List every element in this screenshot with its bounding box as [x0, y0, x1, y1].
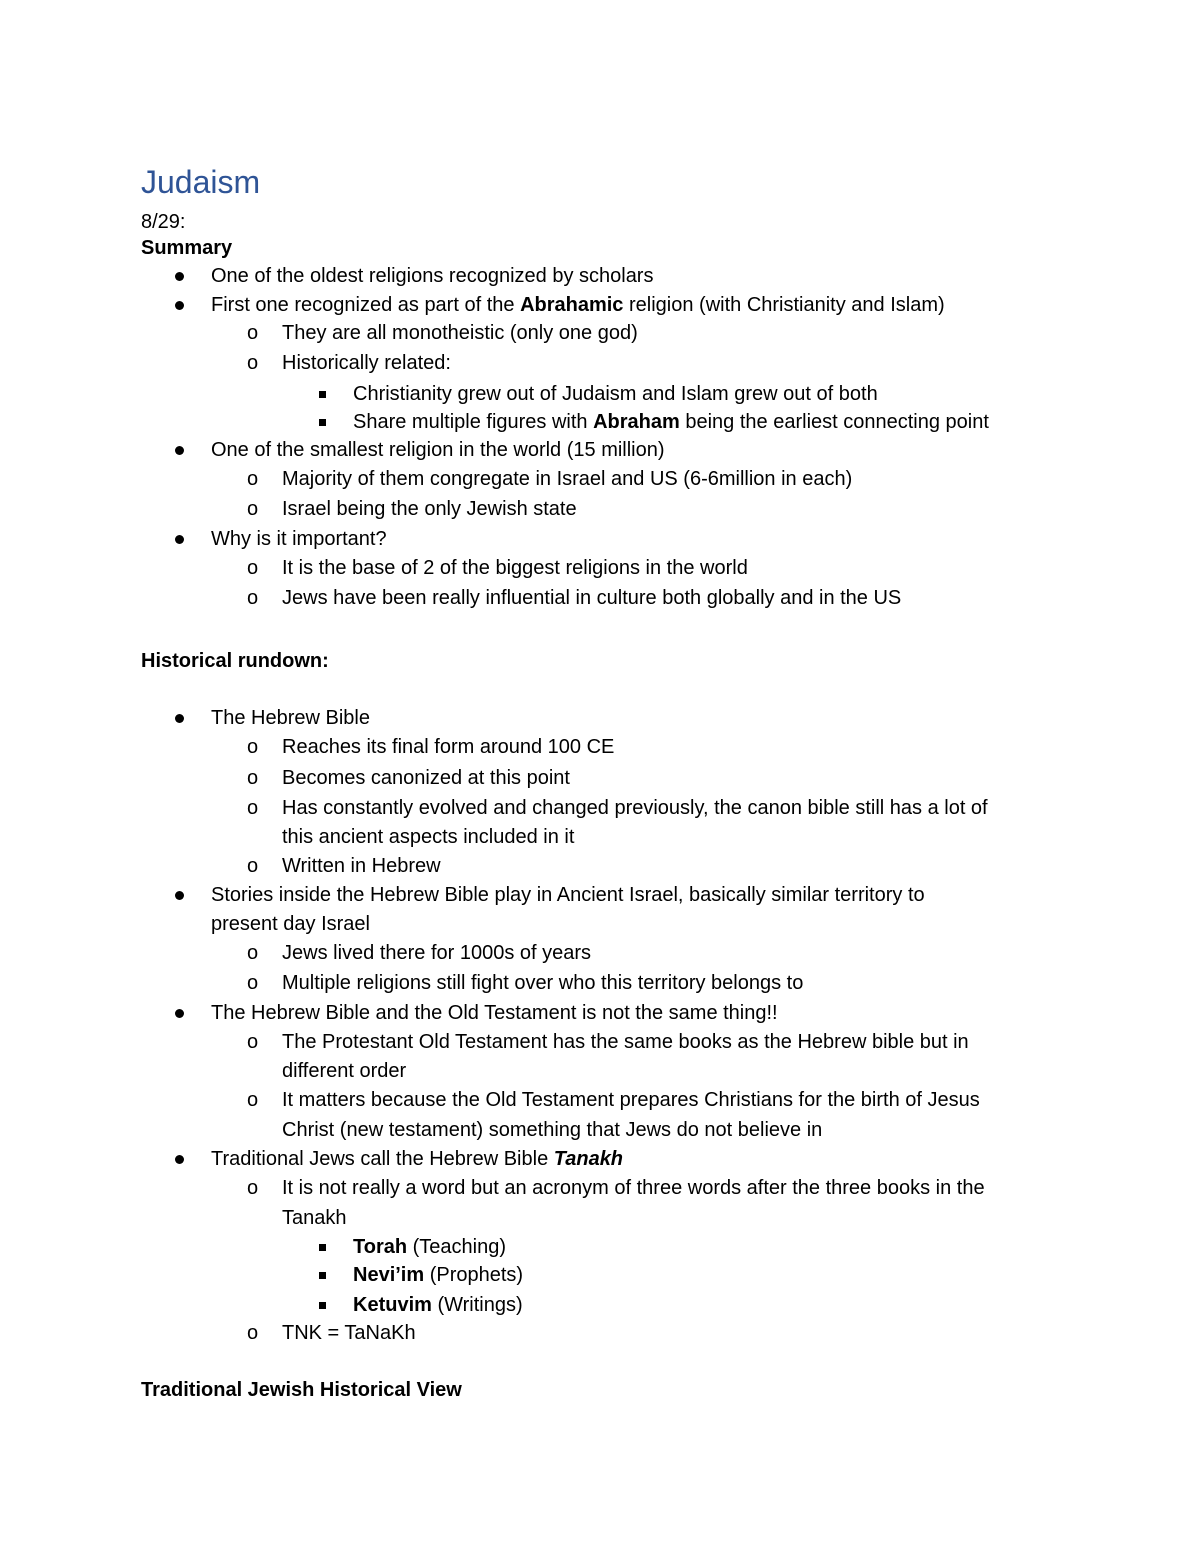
list-item: One of the oldest religions recognized by scholars: [211, 265, 654, 287]
list-item: [211, 1146, 623, 1172]
list-item: [353, 1234, 506, 1260]
list-item: Christianity grew out of Judaism and Islam grew out of both: [353, 383, 878, 405]
list-item-continuation: Tanakh: [282, 1207, 347, 1229]
bullet-circle: o: [247, 797, 259, 819]
list-item: TNK = TaNaKh: [282, 1322, 416, 1344]
text-run: Share multiple figures with: [353, 411, 594, 433]
bullet-square: [319, 381, 326, 398]
bullet-dot: [175, 292, 184, 310]
bold-term: Ketuvim: [353, 1294, 432, 1316]
bullet-circle: o: [247, 468, 259, 490]
text-run: (Prophets): [424, 1264, 524, 1286]
list-item: Becomes canonized at this point: [282, 767, 570, 789]
list-item: It matters because the Old Testament prepares Christians for the birth of Jesus: [282, 1089, 980, 1111]
bullet-dot: [175, 263, 184, 281]
bullet-circle: o: [247, 587, 259, 609]
list-item: [353, 1262, 523, 1288]
bullet-dot: [175, 1146, 184, 1164]
list-item: They are all monotheistic (only one god): [282, 322, 638, 344]
list-item: Majority of them congregate in Israel and US (6-6million in each): [282, 468, 853, 490]
list-item: The Hebrew Bible: [211, 707, 370, 729]
list-item: The Protestant Old Testament has the same books as the Hebrew bible but in: [282, 1031, 969, 1053]
list-item: It is not really a word but an acronym of three words after the three books in the: [282, 1177, 985, 1199]
text-run: Traditional Jews call the Hebrew Bible: [211, 1148, 554, 1170]
list-item-continuation: different order: [282, 1060, 407, 1082]
bullet-dot: [175, 1000, 184, 1018]
page-title: Judaism: [141, 164, 261, 200]
bullet-circle: o: [247, 942, 259, 964]
list-item: Israel being the only Jewish state: [282, 498, 577, 520]
bullet-dot: [175, 882, 184, 900]
list-item: Stories inside the Hebrew Bible play in Ancient Israel, basically similar territory to: [211, 884, 925, 906]
bullet-circle: o: [247, 322, 259, 344]
list-item: It is the base of 2 of the biggest religions in the world: [282, 557, 748, 579]
text-run: (Writings): [431, 1294, 523, 1316]
bold-term: Nevi’im: [353, 1264, 425, 1286]
text-run: being the earliest connecting point: [679, 411, 989, 433]
list-item: Historically related:: [282, 352, 451, 374]
bullet-circle: o: [247, 972, 259, 994]
list-item-continuation: Christ (new testament) something that Jews do not believe in: [282, 1119, 823, 1141]
list-item: Reaches its final form around 100 CE: [282, 736, 615, 758]
list-item: [353, 409, 989, 435]
bullet-square: [319, 409, 326, 426]
list-item: Jews have been really influential in culture both globally and in the US: [282, 587, 902, 609]
text-run: (Teaching): [407, 1236, 507, 1258]
text-run: First one recognized as part of the: [211, 294, 521, 316]
bold-italic-term: Tanakh: [553, 1148, 624, 1170]
bullet-square: [319, 1262, 326, 1279]
bullet-dot: [175, 437, 184, 455]
bullet-circle: o: [247, 1177, 259, 1199]
date-label: 8/29:: [141, 211, 186, 233]
list-item: Multiple religions still fight over who this territory belongs to: [282, 972, 804, 994]
bullet-circle: o: [247, 736, 259, 758]
list-item: The Hebrew Bible and the Old Testament is not the same thing!!: [211, 1002, 778, 1024]
bold-term: Abrahamic: [520, 294, 624, 316]
list-item: Written in Hebrew: [282, 855, 441, 877]
bullet-dot: [175, 705, 184, 723]
bullet-circle: o: [247, 855, 259, 877]
bullet-circle: o: [247, 767, 259, 789]
summary-heading: Summary: [141, 237, 233, 259]
bullet-circle: o: [247, 498, 259, 520]
bullet-circle: o: [247, 1089, 259, 1111]
bullet-circle: o: [247, 352, 259, 374]
bullet-square: [319, 1234, 326, 1251]
list-item: Jews lived there for 1000s of years: [282, 942, 592, 964]
bullet-square: [319, 1292, 326, 1309]
bold-term: Torah: [353, 1236, 408, 1258]
bullet-circle: o: [247, 1322, 259, 1344]
bullet-circle: o: [247, 1031, 259, 1053]
list-item: [211, 292, 945, 318]
list-item-continuation: this ancient aspects included in it: [282, 826, 575, 848]
history-heading: Historical rundown:: [141, 650, 329, 672]
bullet-circle: o: [247, 557, 259, 579]
view-heading: Traditional Jewish Historical View: [141, 1379, 462, 1401]
bold-term: Abraham: [593, 411, 680, 433]
bullet-dot: [175, 526, 184, 544]
list-item: Why is it important?: [211, 528, 387, 550]
text-run: religion (with Christianity and Islam): [623, 294, 945, 316]
list-item: Has constantly evolved and changed previously, the canon bible still has a lot of: [282, 797, 988, 819]
list-item: One of the smallest religion in the world (15 million): [211, 439, 665, 461]
list-item-continuation: present day Israel: [211, 913, 370, 935]
list-item: [353, 1292, 523, 1318]
